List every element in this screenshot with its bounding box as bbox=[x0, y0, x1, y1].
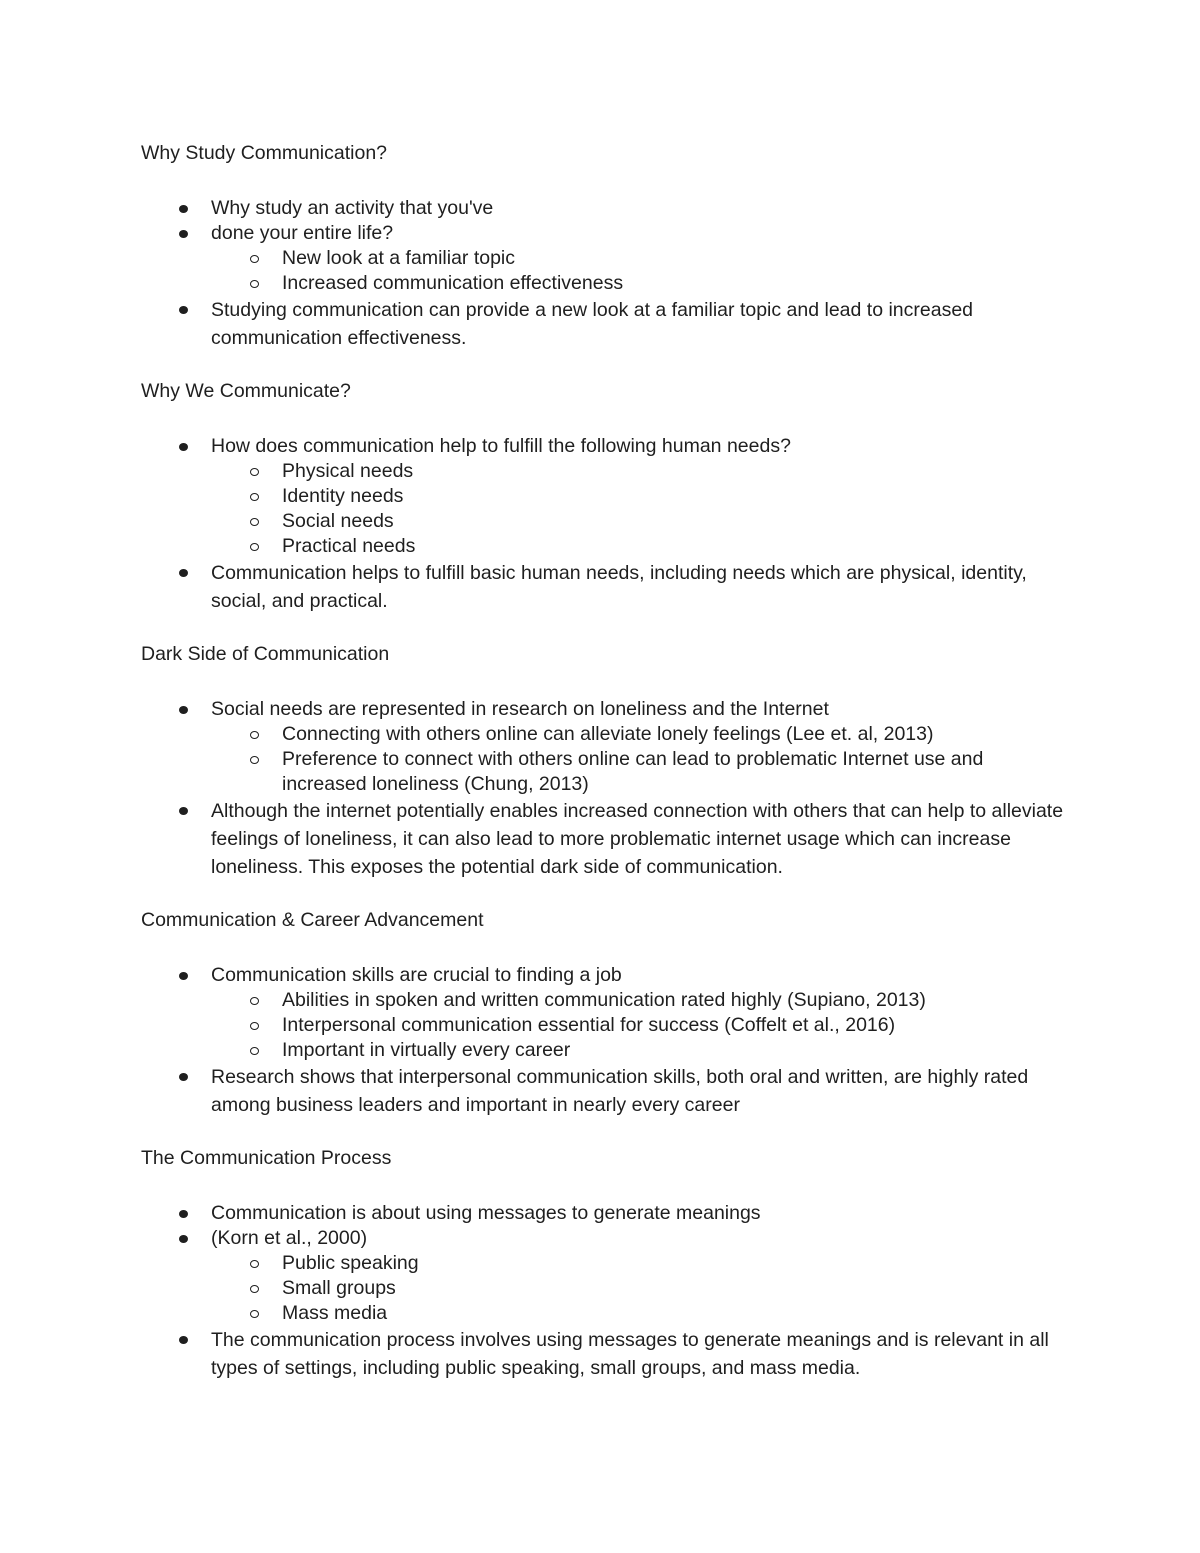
sub-item bbox=[141, 1276, 1071, 1301]
item-text: Social needs are represented in research on loneliness and the Internet bbox=[211, 698, 829, 720]
sub-list bbox=[211, 459, 1071, 559]
bullet-list bbox=[141, 434, 1071, 615]
hollow-bullet-icon bbox=[250, 468, 259, 476]
hollow-bullet-icon bbox=[250, 756, 259, 764]
section-why-study bbox=[141, 140, 1071, 352]
list-item bbox=[141, 1326, 1071, 1382]
section-why-communicate bbox=[141, 378, 1071, 615]
sub-item bbox=[141, 1301, 1071, 1326]
item-text: (Korn et al., 2000) bbox=[211, 1227, 368, 1249]
sub-list bbox=[211, 246, 1071, 296]
bullet-icon bbox=[179, 230, 188, 238]
hollow-bullet-icon bbox=[250, 731, 259, 739]
list-item bbox=[141, 221, 1071, 296]
bullet-icon bbox=[179, 1336, 188, 1344]
bullet-icon bbox=[179, 443, 188, 451]
list-item bbox=[141, 1226, 1071, 1326]
hollow-bullet-icon bbox=[250, 1285, 259, 1293]
item-text: Research shows that interpersonal communication skills, both oral and written, are highly rated among business leaders and important in nearly every career bbox=[211, 1066, 1029, 1116]
sub-item bbox=[141, 271, 1071, 296]
section-title: The Communication Process bbox=[141, 1147, 392, 1169]
item-text: Although the internet potentially enables increased connection with others that can help to alleviate feelings of loneliness, it can also lead to more problematic internet usage which can increase loneliness. This exposes the potential dark side of communication. bbox=[211, 800, 1064, 878]
item-text: Communication skills are crucial to finding a job bbox=[211, 964, 622, 986]
bullet-icon bbox=[179, 1073, 188, 1081]
list-item bbox=[141, 296, 1071, 352]
hollow-bullet-icon bbox=[250, 997, 259, 1005]
hollow-bullet-icon bbox=[250, 1310, 259, 1318]
item-text: How does communication help to fulfill the following human needs? bbox=[211, 435, 791, 457]
hollow-bullet-icon bbox=[250, 1047, 259, 1055]
sub-list bbox=[211, 1251, 1071, 1326]
sub-item-text: Social needs bbox=[282, 510, 394, 532]
sub-item-text: Important in virtually every career bbox=[282, 1039, 571, 1061]
list-item bbox=[141, 797, 1071, 881]
sub-item bbox=[141, 988, 1071, 1013]
bullet-icon bbox=[179, 706, 188, 714]
sub-item bbox=[141, 747, 1071, 797]
section-career bbox=[141, 907, 1071, 1119]
bullet-list bbox=[141, 697, 1071, 881]
sub-item bbox=[141, 246, 1071, 271]
bullet-icon bbox=[179, 1210, 188, 1218]
document-page bbox=[141, 140, 1071, 1408]
item-text: The communication process involves using messages to generate meanings and is relevant in all types of settings, including public speaking, small groups, and mass media. bbox=[211, 1329, 1049, 1379]
sub-item-text: Preference to connect with others online can lead to problematic Internet use and increased loneliness (Chung, 2013) bbox=[282, 748, 984, 795]
hollow-bullet-icon bbox=[250, 493, 259, 501]
sub-list bbox=[211, 988, 1071, 1063]
list-item bbox=[141, 1201, 1071, 1226]
sub-item-text: Mass media bbox=[282, 1302, 388, 1324]
sub-item-text: Public speaking bbox=[282, 1252, 419, 1274]
hollow-bullet-icon bbox=[250, 1022, 259, 1030]
section-title: Dark Side of Communication bbox=[141, 643, 390, 665]
sub-list bbox=[211, 722, 1071, 797]
section-dark-side bbox=[141, 641, 1071, 881]
item-text: Communication helps to fulfill basic human needs, including needs which are physical, identity, social, and practical. bbox=[211, 562, 1027, 612]
section-title: Why We Communicate? bbox=[141, 380, 351, 402]
bullet-icon bbox=[179, 569, 188, 577]
list-item bbox=[141, 559, 1071, 615]
sub-item bbox=[141, 1013, 1071, 1038]
sub-item bbox=[141, 459, 1071, 484]
bullet-icon bbox=[179, 205, 188, 213]
sub-item bbox=[141, 722, 1071, 747]
list-item bbox=[141, 1063, 1071, 1119]
sub-item-text: Connecting with others online can alleviate lonely feelings (Lee et. al, 2013) bbox=[282, 723, 934, 745]
bullet-list bbox=[141, 1201, 1071, 1382]
sub-item-text: Abilities in spoken and written communication rated highly (Supiano, 2013) bbox=[282, 989, 926, 1011]
item-text: Why study an activity that you've bbox=[211, 197, 494, 219]
bullet-list bbox=[141, 963, 1071, 1119]
sub-item-text: Practical needs bbox=[282, 535, 416, 557]
list-item bbox=[141, 963, 1071, 1063]
bullet-icon bbox=[179, 306, 188, 314]
item-text: Studying communication can provide a new look at a familiar topic and lead to increased communication effectiveness. bbox=[211, 299, 974, 349]
sub-item bbox=[141, 484, 1071, 509]
hollow-bullet-icon bbox=[250, 255, 259, 263]
hollow-bullet-icon bbox=[250, 543, 259, 551]
item-text: Communication is about using messages to generate meanings bbox=[211, 1202, 761, 1224]
sub-item-text: Interpersonal communication essential for success (Coffelt et al., 2016) bbox=[282, 1014, 896, 1036]
list-item bbox=[141, 434, 1071, 559]
sub-item-text: Increased communication effectiveness bbox=[282, 272, 624, 294]
sub-item bbox=[141, 1251, 1071, 1276]
sub-item bbox=[141, 534, 1071, 559]
bullet-icon bbox=[179, 1235, 188, 1243]
sub-item-text: Small groups bbox=[282, 1277, 396, 1299]
list-item bbox=[141, 196, 1071, 221]
bullet-icon bbox=[179, 972, 188, 980]
section-process bbox=[141, 1145, 1071, 1382]
sub-item-text: Identity needs bbox=[282, 485, 404, 507]
hollow-bullet-icon bbox=[250, 518, 259, 526]
list-item bbox=[141, 697, 1071, 797]
sub-item bbox=[141, 1038, 1071, 1063]
sub-item-text: New look at a familiar topic bbox=[282, 247, 516, 269]
section-title: Communication & Career Advancement bbox=[141, 909, 484, 931]
item-text: done your entire life? bbox=[211, 222, 394, 244]
hollow-bullet-icon bbox=[250, 1260, 259, 1268]
section-title: Why Study Communication? bbox=[141, 142, 388, 164]
bullet-icon bbox=[179, 807, 188, 815]
bullet-list bbox=[141, 196, 1071, 352]
sub-item bbox=[141, 509, 1071, 534]
sub-item-text: Physical needs bbox=[282, 460, 414, 482]
hollow-bullet-icon bbox=[250, 280, 259, 288]
